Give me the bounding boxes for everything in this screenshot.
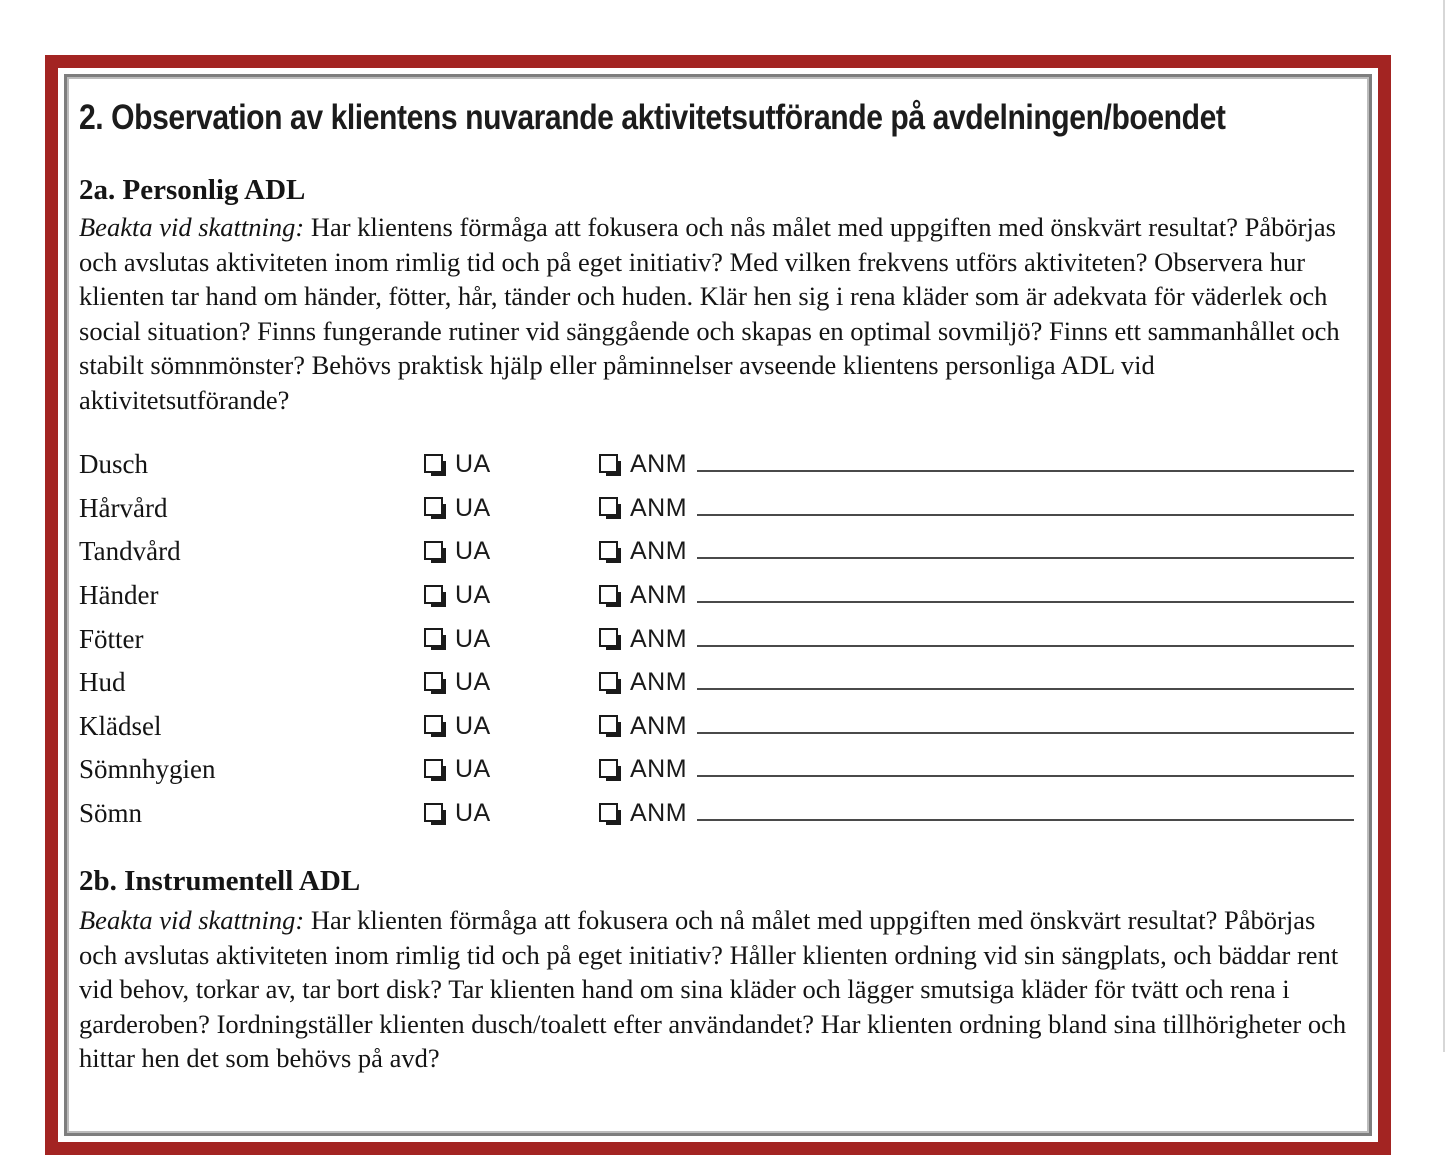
note-text-2a: Har klientens förmåga att fokusera och nås målet med uppgiften med önskvärt resultat? Påbörjas och avslutas aktiviteten inom rimlig tid och på eget initiativ? Med vilken frekvens utförs aktiviteten? Observera hur klienten tar hand om händer, fötter, hår, tänder och huden. Klär hen sig i rena kläder som är adekvata för väderlek och social situation? Finns fungerande rutiner vid sänggående och skapas en optimal sovmiljö? Finns ett sammanhållet och stabilt sömnmönster? Behövs praktisk hjälp eller påminnelser avseende klientens personliga ADL vid aktivitetsutförande? — [79, 212, 1340, 415]
anm-write-line[interactable] — [697, 600, 1354, 603]
adl-item-label: Händer — [79, 580, 159, 611]
section-2a-heading: 2a. Personlig ADL — [79, 174, 306, 206]
ua-checkbox-group — [424, 537, 599, 566]
table-row — [79, 574, 1356, 618]
ua-label: UA — [455, 537, 491, 566]
adl-item-label: Dusch — [79, 449, 148, 480]
ua-checkbox-group — [424, 799, 599, 828]
anm-checkbox-group — [599, 494, 1356, 523]
note-label-2a: Beakta vid skattning: — [79, 212, 305, 242]
ua-checkbox[interactable] — [424, 672, 443, 691]
anm-write-line[interactable] — [697, 731, 1354, 734]
ua-label: UA — [455, 799, 491, 828]
anm-checkbox[interactable] — [599, 759, 618, 778]
ua-checkbox-group — [424, 450, 599, 479]
adl-item-label: Hårvård — [79, 492, 168, 523]
table-row — [79, 792, 1356, 836]
ua-checkbox-group — [424, 712, 599, 741]
ua-label: UA — [455, 624, 491, 653]
note-label-2b: Beakta vid skattning: — [79, 905, 305, 936]
adl-item-label: Sömnhygien — [79, 754, 216, 785]
ua-checkbox-group — [424, 668, 599, 697]
anm-checkbox-group — [599, 450, 1356, 479]
anm-write-line[interactable] — [697, 818, 1354, 821]
ua-checkbox-group — [424, 625, 599, 654]
adl-item-label: Tandvård — [79, 536, 181, 567]
adl-item-label: Hud — [79, 667, 126, 698]
anm-checkbox-group — [599, 668, 1356, 697]
section-2a-note — [79, 210, 1356, 417]
anm-write-line[interactable] — [697, 687, 1354, 690]
ua-checkbox[interactable] — [424, 497, 443, 516]
ua-checkbox-group — [424, 494, 599, 523]
anm-checkbox[interactable] — [599, 715, 618, 734]
page-content — [79, 82, 1356, 1076]
adl-item-label: Fötter — [79, 623, 144, 654]
anm-checkbox[interactable] — [599, 541, 618, 560]
section-2b-note — [79, 903, 1356, 1076]
anm-label: ANM — [630, 450, 688, 479]
anm-label: ANM — [630, 581, 688, 610]
anm-checkbox-group — [599, 755, 1356, 784]
table-row — [79, 487, 1356, 531]
note-text-2b: Har klienten förmåga att fokusera och nå målet med uppgiften med önskvärt resultat? Påbörjas och avslutas aktiviteten inom rimlig tid och på eget initiativ? Håller klienten ordning vid sin sängplats, och bäddar rent vid behov, torkar av, tar bort disk? Tar klienten hand om sina kläder och lägger smutsiga kläder för tvätt och rena i garderoben? Iordningställer klienten dusch/toalett efter användandet? Har klienten ordning bland sina tillhörigheter och hittar hen det som behövs på avd? — [79, 905, 1347, 1074]
anm-write-line[interactable] — [697, 644, 1354, 647]
ua-label: UA — [455, 450, 491, 479]
anm-checkbox-group — [599, 712, 1356, 741]
ua-checkbox[interactable] — [424, 628, 443, 647]
ua-checkbox[interactable] — [424, 803, 443, 822]
ua-checkbox[interactable] — [424, 759, 443, 778]
table-row — [79, 705, 1356, 749]
anm-write-line[interactable] — [697, 469, 1354, 472]
anm-write-line[interactable] — [697, 556, 1354, 559]
page-title: 2. Observation av klientens nuvarande aktivitetsutförande på avdelningen/boendet — [79, 98, 1226, 137]
adl-item-label: Sömn — [79, 798, 143, 829]
anm-label: ANM — [630, 799, 688, 828]
ua-checkbox[interactable] — [424, 454, 443, 473]
anm-write-line[interactable] — [697, 513, 1354, 516]
ua-checkbox-group — [424, 755, 599, 784]
anm-checkbox-group — [599, 625, 1356, 654]
anm-label: ANM — [630, 668, 688, 697]
anm-checkbox-group — [599, 799, 1356, 828]
ua-label: UA — [455, 581, 491, 610]
anm-checkbox-group — [599, 537, 1356, 566]
table-row — [79, 661, 1356, 705]
anm-label: ANM — [630, 711, 688, 740]
ua-checkbox-group — [424, 581, 599, 610]
ua-checkbox[interactable] — [424, 715, 443, 734]
anm-checkbox[interactable] — [599, 454, 618, 473]
table-row — [79, 443, 1356, 487]
anm-label: ANM — [630, 755, 688, 784]
ua-label: UA — [455, 493, 491, 522]
anm-checkbox[interactable] — [599, 628, 618, 647]
adl-checklist — [79, 443, 1356, 835]
anm-label: ANM — [630, 624, 688, 653]
anm-label: ANM — [630, 537, 688, 566]
anm-label: ANM — [630, 493, 688, 522]
anm-checkbox[interactable] — [599, 497, 618, 516]
table-row — [79, 530, 1356, 574]
ua-checkbox[interactable] — [424, 541, 443, 560]
ua-label: UA — [455, 668, 491, 697]
anm-checkbox[interactable] — [599, 672, 618, 691]
table-row — [79, 617, 1356, 661]
anm-checkbox-group — [599, 581, 1356, 610]
ua-checkbox[interactable] — [424, 585, 443, 604]
ua-label: UA — [455, 711, 491, 740]
section-2b-heading: 2b. Instrumentell ADL — [79, 865, 361, 898]
table-row — [79, 748, 1356, 792]
anm-write-line[interactable] — [697, 774, 1354, 777]
ua-label: UA — [455, 755, 491, 784]
anm-checkbox[interactable] — [599, 803, 618, 822]
adl-item-label: Klädsel — [79, 710, 162, 741]
anm-checkbox[interactable] — [599, 585, 618, 604]
